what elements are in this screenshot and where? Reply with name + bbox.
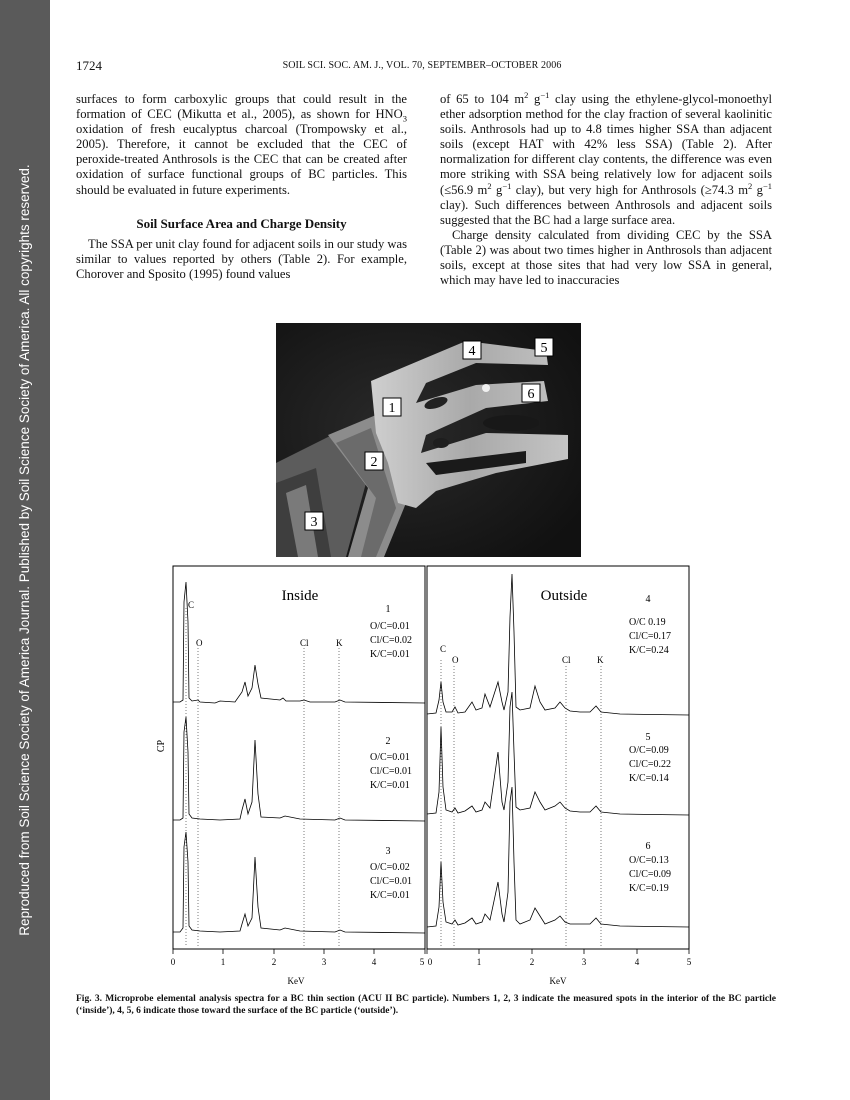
- svg-text:3: 3: [321, 957, 327, 967]
- inside-x-ticks: [171, 957, 425, 967]
- svg-text:O/C=0.13: O/C=0.13: [629, 855, 669, 866]
- svg-text:1: 1: [388, 401, 396, 416]
- svg-text:4: 4: [645, 594, 651, 605]
- svg-text:O/C 0.19: O/C 0.19: [629, 617, 666, 628]
- figure-caption: [76, 993, 776, 1017]
- svg-text:K/C=0.01: K/C=0.01: [370, 780, 410, 791]
- copyright-notice: Reproduced from Soil Science Society of America Journal. Published by Soil Science Society of America. All copyrights reserved.: [17, 164, 32, 936]
- inside-peak-label-k: K: [336, 638, 343, 648]
- svg-text:O/C=0.01: O/C=0.01: [370, 621, 410, 632]
- left-column: [76, 92, 407, 282]
- svg-text:1: 1: [476, 957, 482, 967]
- svg-text:K/C=0.14: K/C=0.14: [629, 773, 669, 784]
- svg-text:0: 0: [170, 957, 176, 967]
- svg-text:6: 6: [527, 387, 535, 402]
- inside-spot-2-ratios: [370, 736, 412, 791]
- outside-peak-label-c: C: [440, 644, 447, 654]
- svg-text:K/C=0.19: K/C=0.19: [629, 883, 669, 894]
- svg-text:1: 1: [220, 957, 226, 967]
- svg-text:0: 0: [427, 957, 433, 967]
- svg-text:4: 4: [371, 957, 377, 967]
- figure-caption-label: Fig. 3.: [76, 994, 102, 1004]
- svg-text:Cl/C=0.17: Cl/C=0.17: [629, 631, 672, 642]
- svg-text:2: 2: [385, 736, 391, 747]
- outside-peak-label-o: O: [452, 655, 459, 665]
- paragraph-cec-oxidation: surfaces to form carboxylic groups that could result in the formation of CEC (Mikutta et al., 2005), as shown for $HNO_3$ oxidation of fresh eucalyptus charcoal (Trompowsky et al., 2005). Therefore, it cannot be excluded that the CEC of peroxide-treated Anthrosols is the CEC that can be created after oxidation of surface functional groups of BC particles. This should be evaluated in future experiments.: [76, 92, 407, 197]
- paragraph-ssa: The SSA per unit clay found for adjacent soils in our study was similar to values reported by others (Table 2). For example, Chorover and Sposito (1995) found values: [76, 236, 407, 281]
- outside-spot-4-ratios: [629, 594, 671, 656]
- bc-particle-micrograph: [276, 323, 581, 557]
- page-number: 1724: [76, 58, 102, 73]
- section-heading: Soil Surface Area and Charge Density: [136, 215, 347, 231]
- y-axis-label: CP: [156, 739, 167, 753]
- svg-text:K/C=0.01: K/C=0.01: [370, 649, 410, 660]
- svg-text:O/C=0.09: O/C=0.09: [629, 745, 669, 756]
- outside-spot-5-ratios: [629, 732, 671, 784]
- micrograph-label-4: [463, 341, 481, 359]
- inside-x-axis-label: KeV: [287, 976, 305, 986]
- svg-text:4: 4: [468, 344, 476, 359]
- panel-title-inside: Inside: [281, 588, 319, 604]
- svg-text:Cl/C=0.22: Cl/C=0.22: [629, 759, 672, 770]
- micrograph-label-5: [535, 338, 553, 356]
- svg-text:Cl/C=0.09: Cl/C=0.09: [629, 869, 672, 880]
- svg-text:2: 2: [370, 455, 378, 470]
- outside-spot-6-ratios: [629, 841, 671, 894]
- panel-title-outside: Outside: [540, 588, 588, 604]
- svg-text:5: 5: [686, 957, 692, 967]
- svg-text:4: 4: [634, 957, 640, 967]
- paragraph-ssa-continued: of 65 to 104 $m^2$ $g^{-1}$ clay using the ethylene-glycol-monoethyl ether adsorption method for the clay fraction of several kaolinitic soils. Anthrosols had up to 4.8 times higher SSA than adjacent soils (except HAT with 42% less SSA) (Table 2). After normalization for different clay contents, the difference was even more striking with SSA being relatively low for adjacent soils (≤56.9 $m^2$ $g^{-1}$ clay), but very high for Anthrosols (≥74.3 $m^2$ $g^{-1}$ clay). Such differences between Anthrosols and adjacent soils suggested that the BC had a large surface area.: [440, 89, 772, 227]
- svg-text:Cl/C=0.01: Cl/C=0.01: [370, 876, 413, 887]
- outside-peak-label-k: K: [597, 655, 604, 665]
- outside-x-ticks: [428, 957, 692, 967]
- svg-text:2: 2: [529, 957, 535, 967]
- inside-peak-label-o: O: [196, 638, 203, 648]
- inside-peak-label-c: C: [188, 600, 195, 610]
- outside-peak-label-cl: Cl: [562, 655, 571, 665]
- micrograph-label-6: [522, 384, 540, 402]
- svg-text:3: 3: [310, 515, 318, 530]
- svg-text:K/C=0.24: K/C=0.24: [629, 645, 669, 656]
- svg-text:K/C=0.01: K/C=0.01: [370, 890, 410, 901]
- svg-text:3: 3: [581, 957, 587, 967]
- outside-x-axis-label: KeV: [549, 976, 567, 986]
- svg-text:5: 5: [645, 732, 651, 743]
- svg-text:3: 3: [385, 846, 391, 857]
- right-column: [440, 89, 772, 288]
- svg-text:2: 2: [271, 957, 277, 967]
- micrograph-label-1: [383, 398, 401, 416]
- svg-text:5: 5: [540, 341, 548, 356]
- svg-text:O/C=0.02: O/C=0.02: [370, 862, 410, 873]
- svg-text:5: 5: [419, 957, 425, 967]
- svg-text:Cl/C=0.01: Cl/C=0.01: [370, 766, 413, 777]
- running-head: SOIL SCI. SOC. AM. J., VOL. 70, SEPTEMBER–OCTOBER 2006: [282, 60, 562, 71]
- svg-text:1: 1: [385, 604, 391, 615]
- inside-spot-3-ratios: [370, 846, 412, 901]
- inside-spot-1-ratios: [370, 604, 412, 660]
- micrograph-label-3: [305, 512, 323, 530]
- svg-text:Cl/C=0.02: Cl/C=0.02: [370, 635, 413, 646]
- micrograph-label-2: [365, 452, 383, 470]
- svg-text:O/C=0.01: O/C=0.01: [370, 752, 410, 763]
- copyright-sidebar: [0, 0, 50, 1100]
- inside-peak-label-cl: Cl: [300, 638, 309, 648]
- paragraph-charge-density: Charge density calculated from dividing CEC by the SSA (Table 2) was about two times higher in Anthrosols than adjacent soils, except at those sites that had very low SSA in general, which may have led to inaccuracies: [440, 227, 772, 288]
- figure-caption-text: Microprobe elemental analysis spectra for a BC thin section (ACU II BC particle). Numbers 1, 2, 3 indicate the measured spots in the interior of the BC particle (‘inside’), 4, 5, 6 indicate those toward the surface of the BC particle (‘outside’).: [76, 994, 776, 1016]
- microprobe-spectra: [156, 562, 700, 990]
- svg-text:6: 6: [645, 841, 651, 852]
